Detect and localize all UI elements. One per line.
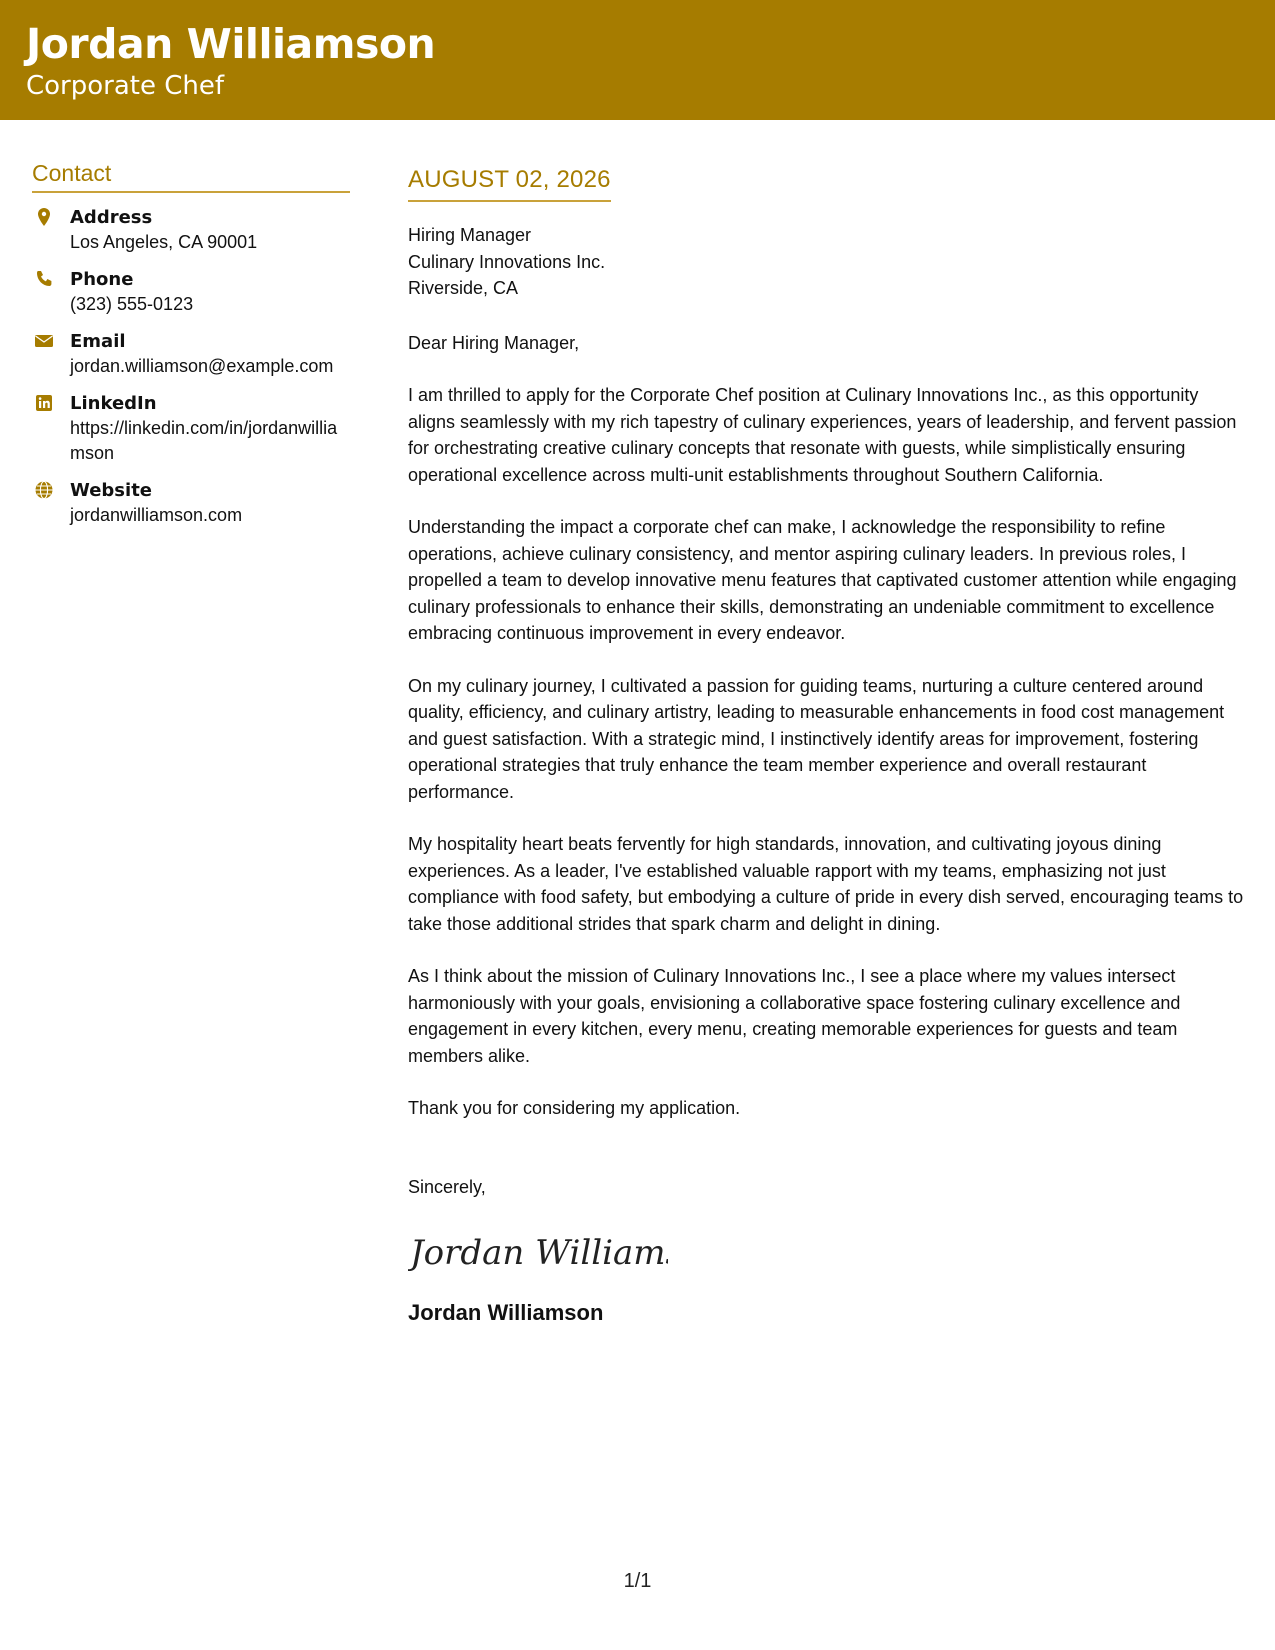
page-indicator: 1/1: [623, 1570, 652, 1592]
address-value: Los Angeles, CA 90001: [70, 232, 258, 252]
signer-name: Jordan Williamson: [408, 1300, 604, 1325]
linkedin-label: LinkedIn: [70, 393, 157, 414]
contact-sidebar: [32, 160, 352, 540]
linkedin-value[interactable]: https://linkedin.com/in/jordanwilliamson: [70, 418, 338, 463]
letter-date: AUGUST 02, 2026: [408, 166, 611, 202]
phone-label: Phone: [70, 269, 134, 290]
contact-email: [32, 329, 352, 379]
closing: Sincerely,: [408, 1176, 486, 1197]
recipient-line: Hiring Manager: [408, 225, 532, 245]
header-banner: [0, 0, 1275, 120]
letter-paragraph: My hospitality heart beats fervently for high standards, innovation, and cultivating joyous dining experiences. As a leader, I've established valuable rapport with my teams, emphasizing not just compliance with food safety, but embodying a culture of pride in every dish served, encouraging teams to take those additional strides that spark charm and delight in dining.: [408, 834, 1244, 934]
recipient-line: Riverside, CA: [408, 278, 519, 298]
salutation: Dear Hiring Manager,: [408, 332, 580, 353]
letter-paragraph: On my culinary journey, I cultivated a passion for guiding teams, nurturing a culture centered around quality, efficiency, and culinary artistry, leading to measurable enhancements in food cost management and guest satisfaction. With a strategic mind, I instinctively identify areas for improvement, fostering operational strategies that truly enhance the team member experience and overall restaurant performance.: [408, 675, 1225, 802]
signature-text: Jordan Williams: [410, 1233, 668, 1273]
letter-paragraph: Understanding the impact a corporate chef can make, I acknowledge the responsibility to refine operations, achieve culinary consistency, and mentor aspiring culinary leaders. In previous roles, I propelled a team to develop innovative menu features that captivated customer attention while engaging culinary professionals to enhance their skills, demonstrating an undeniable commitment to excellence embracing continuous improvement in every endeavor.: [408, 517, 1237, 643]
phone-icon: [34, 269, 54, 289]
recipient-block: [408, 222, 1248, 302]
phone-value: (323) 555-0123: [70, 294, 194, 314]
recipient-line: Culinary Innovations Inc.: [408, 251, 606, 272]
email-label: Email: [70, 331, 126, 352]
map-pin-icon: [34, 207, 54, 227]
website-value[interactable]: jordanwilliamson.com: [70, 505, 243, 525]
letter-paragraph: I am thrilled to apply for the Corporate Chef position at Culinary Innovations Inc., as this opportunity aligns seamlessly with my rich tapestry of culinary experiences, years of leadership, and fervent passion for orchestrating creative culinary concepts that resonate with guests, while simplistically ensuring operational excellence across multi-unit establishments throughout Southern California.: [408, 385, 1237, 485]
website-label: Website: [70, 480, 153, 501]
letter-body: [408, 166, 1248, 1326]
handwritten-signature: [408, 1222, 1248, 1282]
globe-icon: [34, 480, 54, 500]
letter-paragraph: Thank you for considering my application.: [408, 1098, 741, 1118]
linkedin-icon: [34, 393, 54, 413]
email-value[interactable]: jordan.williamson@example.com: [70, 356, 334, 376]
contact-linkedin: [32, 391, 352, 466]
contact-section-title: Contact: [32, 160, 350, 193]
candidate-title: Corporate Chef: [26, 71, 225, 101]
contact-address: [32, 205, 352, 255]
candidate-name: Jordan Williamson: [26, 20, 436, 68]
envelope-icon: [34, 331, 54, 351]
contact-phone: [32, 267, 352, 317]
letter-paragraph: As I think about the mission of Culinary Innovations Inc., I see a place where my values intersect harmoniously with your goals, envisioning a collaborative space fostering culinary excellence and engagement in every kitchen, every menu, creating memorable experiences for guests and team members alike.: [408, 966, 1181, 1066]
address-label: Address: [70, 207, 153, 228]
contact-website: [32, 478, 352, 528]
